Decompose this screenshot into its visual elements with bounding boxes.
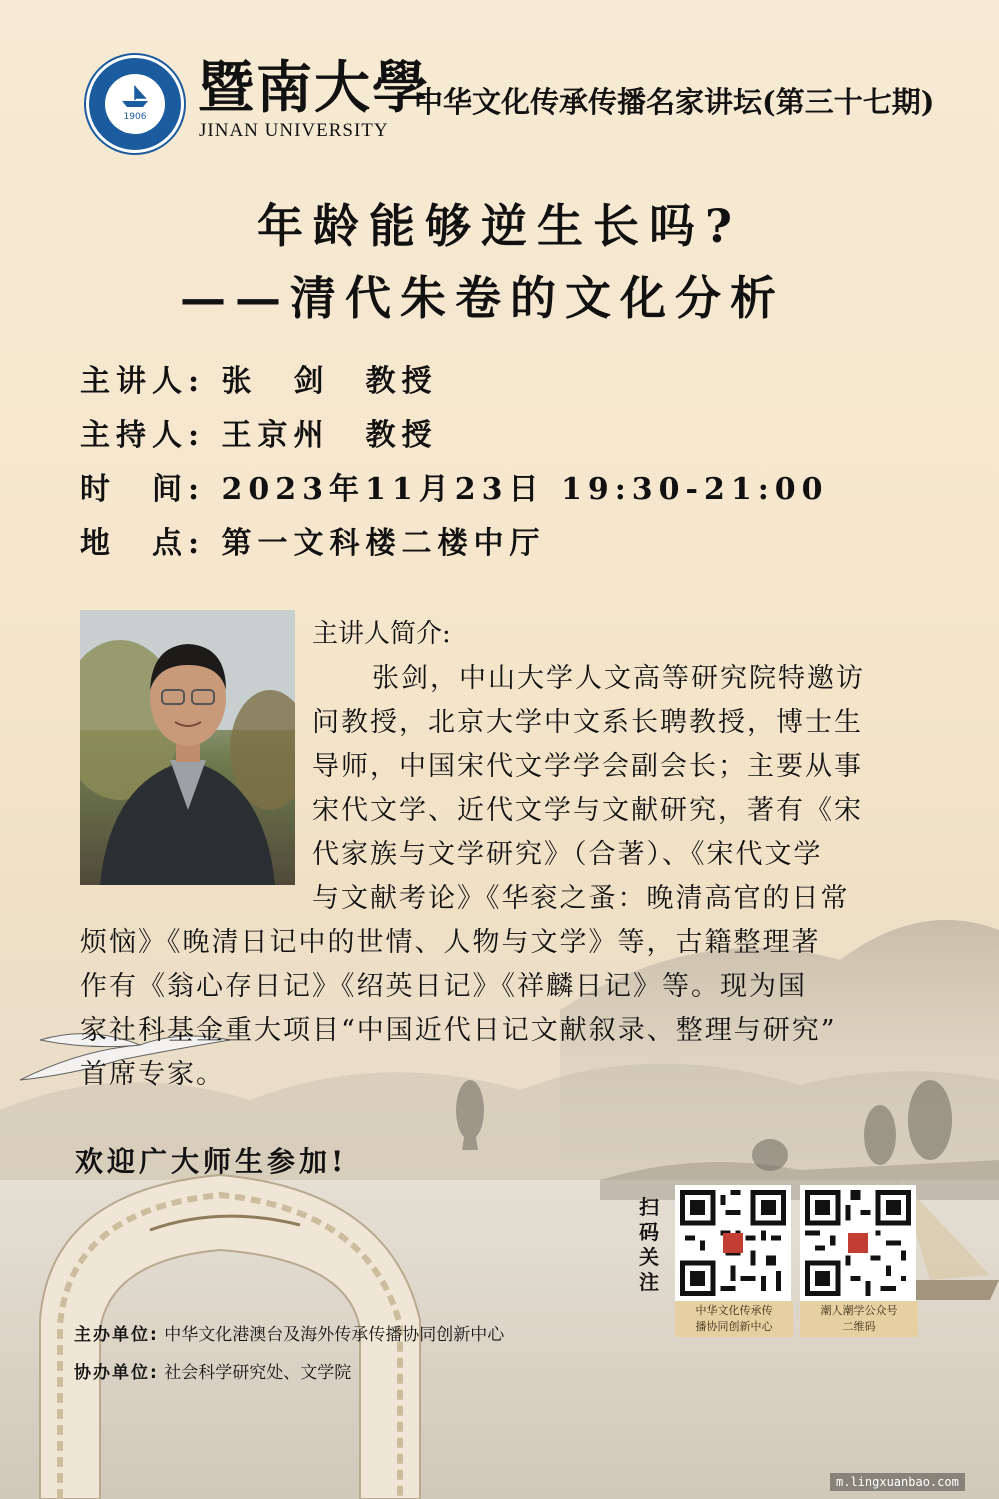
qr-card-1 xyxy=(675,1185,793,1337)
bio-line: 作有《翁心存日记》《绍英日记》《祥麟日记》等。现为国 xyxy=(80,971,807,1002)
university-name-cn: 暨南大學 xyxy=(198,55,430,121)
info-label: 时 间: xyxy=(80,472,206,507)
logo-year: 1906 xyxy=(123,112,147,122)
sponsor-organizer xyxy=(74,1320,504,1345)
qr-caption-line: 潮人潮学公众号 xyxy=(820,1304,898,1317)
sponsor-value: 社会科学研究处、文学院 xyxy=(164,1363,352,1383)
info-value: 张 剑 教授 xyxy=(221,364,438,399)
qr-caption-line: 播协同创新中心 xyxy=(695,1320,773,1333)
bio-line: 代家族与文学研究》（合著）、《宋代文学 xyxy=(312,839,823,870)
speaker-photo xyxy=(80,610,295,885)
sponsor-value: 中华文化港澳台及海外传承传播协同创新中心 xyxy=(164,1325,505,1345)
sponsor-co-organizer xyxy=(74,1358,351,1383)
lecture-title: 年龄能够逆生长吗? xyxy=(257,199,742,253)
bio-line: 与文献考论》《华衮之蚤：晚清高官的日常 xyxy=(312,883,850,914)
qr-caption-line: 二维码 xyxy=(842,1320,876,1333)
bio-line: 问教授，北京大学中文系长聘教授，博士生 xyxy=(312,707,863,738)
university-name-en: JINAN UNIVERSITY xyxy=(199,120,389,141)
info-value: 王京州 教授 xyxy=(221,418,438,453)
info-host xyxy=(80,410,438,454)
info-speaker xyxy=(80,356,438,400)
bio-line: 家社科基金重大项目“中国近代日记文献叙录、整理与研究” xyxy=(80,1015,837,1046)
sponsor-label: 主办单位: xyxy=(74,1325,159,1345)
bio-line: 宋代文学、近代文学与文献研究，著有《宋 xyxy=(312,795,863,826)
bio-line: 导师，中国宋代文学学会副会长；主要从事 xyxy=(312,751,863,782)
info-location xyxy=(80,518,546,562)
ship-icon xyxy=(119,84,151,108)
bio-heading: 主讲人简介: xyxy=(312,619,451,649)
qr-code[interactable] xyxy=(800,1185,916,1301)
scan-label: 扫码关注 xyxy=(639,1195,659,1294)
info-value: 第一文科楼二楼中厅 xyxy=(221,526,546,561)
site-watermark: m.lingxuanbao.com xyxy=(830,1473,965,1491)
university-logo xyxy=(86,55,184,153)
qr-card-2 xyxy=(800,1185,918,1337)
info-value: 2023年11月23日 19:30-21:00 xyxy=(221,472,829,507)
info-time xyxy=(80,464,829,508)
info-label: 主持人: xyxy=(80,418,206,453)
qr-code[interactable] xyxy=(675,1185,791,1301)
bio-line: 烦恼》《晚清日记中的世情、人物与文学》等，古籍整理著 xyxy=(80,927,821,958)
info-label: 主讲人: xyxy=(80,364,206,399)
forum-title: 中华文化传承传播名家讲坛(第三十七期) xyxy=(414,85,935,119)
qr-caption-line: 中华文化传承传 xyxy=(695,1304,773,1317)
qr-caption xyxy=(800,1301,918,1337)
info-label: 地 点: xyxy=(80,526,206,561)
bio-line: 首席专家。 xyxy=(80,1059,225,1090)
welcome-message: 欢迎广大师生参加! xyxy=(75,1145,348,1178)
bio-line: 张剑，中山大学人文高等研究院特邀访 xyxy=(372,663,865,694)
sponsor-label: 协办单位: xyxy=(74,1363,159,1383)
lecture-subtitle: ——清代朱卷的文化分析 xyxy=(180,271,785,325)
qr-caption xyxy=(675,1301,793,1337)
